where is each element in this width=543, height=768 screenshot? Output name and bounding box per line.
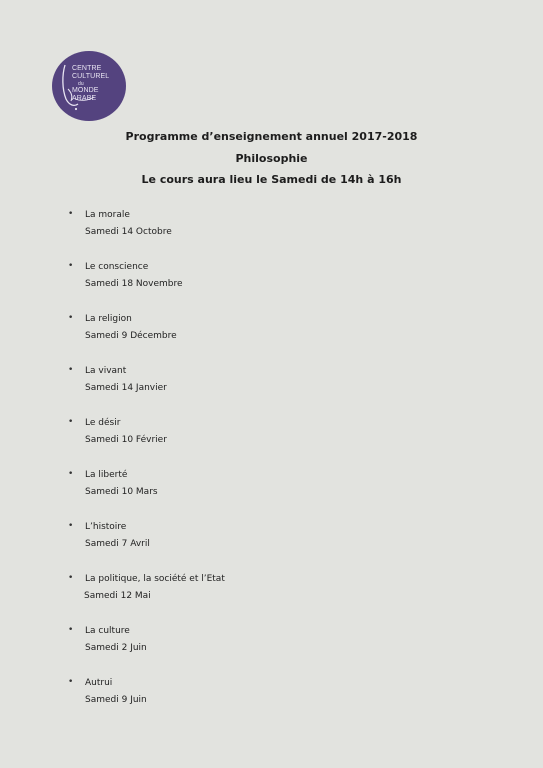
list-item bbox=[0, 676, 543, 716]
bullet-icon: • bbox=[68, 573, 74, 583]
course-topic: Autrui bbox=[85, 678, 113, 688]
course-topic: La culture bbox=[85, 626, 130, 636]
logo-line: CULTUREL bbox=[72, 73, 110, 80]
list-item bbox=[0, 312, 543, 352]
schedule-note: Le cours aura lieu le Samedi de 14h à 16h bbox=[141, 173, 402, 186]
bullet-icon: • bbox=[68, 417, 74, 427]
bullet-icon: • bbox=[68, 469, 74, 479]
course-topic: La politique, la société et l’Etat bbox=[85, 574, 225, 584]
bullet-icon: • bbox=[68, 521, 74, 531]
list-item bbox=[0, 468, 543, 508]
bullet-icon: • bbox=[68, 677, 74, 687]
course-date: Samedi 2 Juin bbox=[85, 643, 147, 653]
program-title: Programme d’enseignement annuel 2017-2018 bbox=[125, 130, 418, 143]
list-item bbox=[0, 416, 543, 456]
course-topic: Le conscience bbox=[85, 262, 149, 272]
logo-line: ARABE bbox=[72, 95, 97, 102]
bullet-icon: • bbox=[68, 209, 74, 219]
course-date: Samedi 10 Mars bbox=[85, 487, 158, 497]
course-topic: La religion bbox=[85, 314, 132, 324]
course-date: Samedi 10 Février bbox=[85, 435, 167, 445]
course-date: Samedi 14 Janvier bbox=[85, 383, 167, 393]
bullet-icon: • bbox=[68, 261, 74, 271]
subject-title: Philosophie bbox=[235, 152, 308, 165]
logo-line: du bbox=[78, 81, 84, 87]
course-date: Samedi 14 Octobre bbox=[85, 227, 172, 237]
list-item bbox=[0, 520, 543, 560]
list-item bbox=[0, 208, 543, 248]
bullet-icon: • bbox=[68, 625, 74, 635]
list-item bbox=[0, 364, 543, 404]
list-item bbox=[0, 624, 543, 664]
list-item bbox=[0, 260, 543, 300]
course-topic: La morale bbox=[85, 210, 130, 220]
course-date: Samedi 9 Décembre bbox=[85, 331, 177, 341]
course-topic: La liberté bbox=[85, 470, 128, 480]
logo-line: CENTRE bbox=[72, 65, 102, 72]
course-topic: La vivant bbox=[85, 366, 127, 376]
list-item bbox=[0, 572, 543, 612]
course-topic: L’histoire bbox=[85, 522, 127, 532]
course-date: Samedi 18 Novembre bbox=[85, 279, 183, 289]
course-date: Samedi 9 Juin bbox=[85, 695, 147, 705]
course-topic: Le désir bbox=[85, 418, 121, 428]
course-date: Samedi 7 Avril bbox=[85, 539, 150, 549]
bullet-icon: • bbox=[68, 365, 74, 375]
course-date: Samedi 12 Mai bbox=[84, 591, 151, 601]
logo-line: MONDE bbox=[72, 87, 99, 94]
bullet-icon: • bbox=[68, 313, 74, 323]
